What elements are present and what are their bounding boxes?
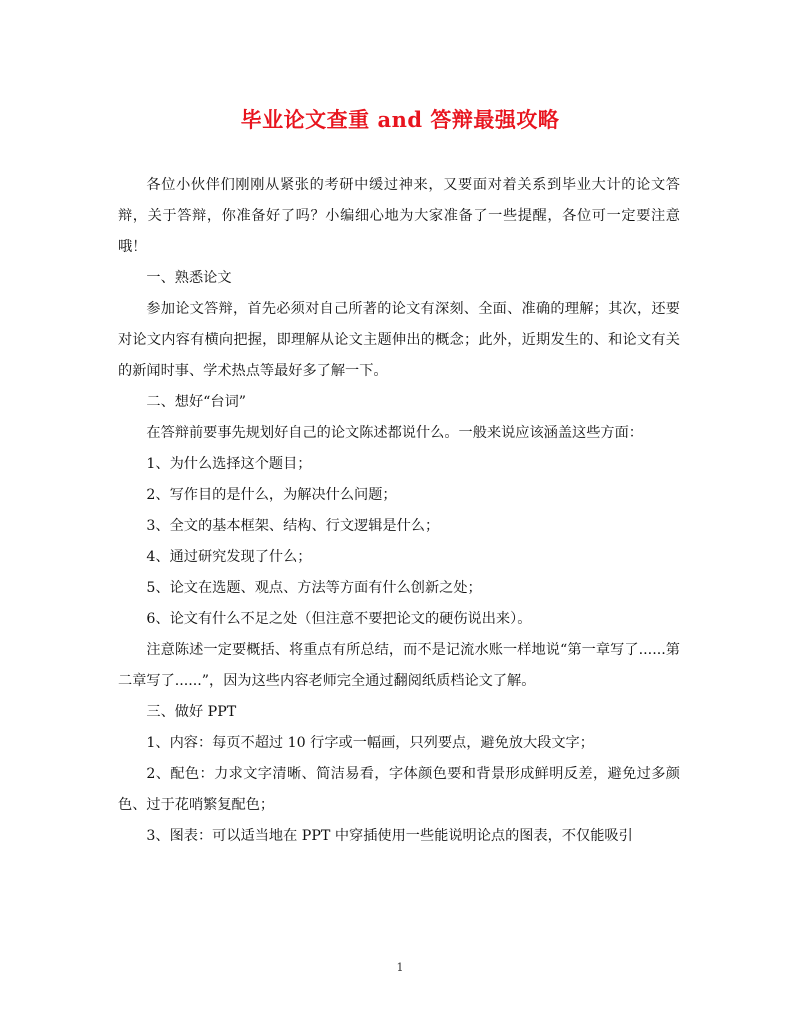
paragraph-note: 注意陈述一定要概括、将重点有所总结，而不是记流水账一样地说“第一章写了......第二章写了......”，因为这些内容老师完全通过翻阅纸质档论文了解。 bbox=[118, 642, 680, 689]
list-item-2: 2、写作目的是什么，为解决什么问题； bbox=[146, 487, 397, 503]
section-heading-2: 二、想好“台词” bbox=[146, 394, 247, 410]
ppt-item-content: 1、内容：每页不超过 10 行字或一幅画，只列要点，避免放大段文字； bbox=[146, 735, 594, 751]
list-item-4: 4、通过研究发现了什么； bbox=[146, 549, 312, 565]
ppt-item-color: 2、配色：力求文字清晰、简洁易看，字体颜色要和背景形成鲜明反差，避免过多颜色、过于花哨繁复配色； bbox=[118, 766, 680, 813]
list-item-3: 3、全文的基本框架、结构、行文逻辑是什么； bbox=[146, 518, 440, 534]
ppt-item-chart: 3、图表：可以适当地在 PPT 中穿插使用一些能说明论点的图表，不仅能吸引 bbox=[146, 828, 633, 844]
document-body bbox=[118, 170, 680, 852]
section-heading-1: 一、熟悉论文 bbox=[146, 270, 232, 286]
section-heading-3: 三、做好 PPT bbox=[146, 704, 237, 720]
paragraph-familiarize: 参加论文答辩，首先必须对自己所著的论文有深刻、全面、准确的理解；其次，还要对论文内容有横向把握，即理解从论文主题伸出的概念；此外，近期发生的、和论文有关的新闻时事、学术热点等最好多了解一下。 bbox=[118, 301, 680, 379]
paragraph-intro: 各位小伙伴们刚刚从紧张的考研中缓过神来，又要面对着关系到毕业大计的论文答辩，关于答辩，你准备好了吗？小编细心地为大家准备了一些提醒，各位可一定要注意哦！ bbox=[118, 177, 680, 255]
paragraph-plan: 在答辩前要事先规划好自己的论文陈述都说什么。一般来说应该涵盖这些方面： bbox=[146, 425, 643, 441]
list-item-6: 6、论文有什么不足之处（但注意不要把论文的硬伤说出来）。 bbox=[146, 611, 532, 627]
page-number: 1 bbox=[396, 961, 404, 974]
list-item-5: 5、论文在选题、观点、方法等方面有什么创新之处； bbox=[146, 580, 482, 596]
list-item-1: 1、为什么选择这个题目； bbox=[146, 456, 312, 472]
document-title: 毕业论文查重 and 答辩最强攻略 bbox=[240, 107, 560, 132]
